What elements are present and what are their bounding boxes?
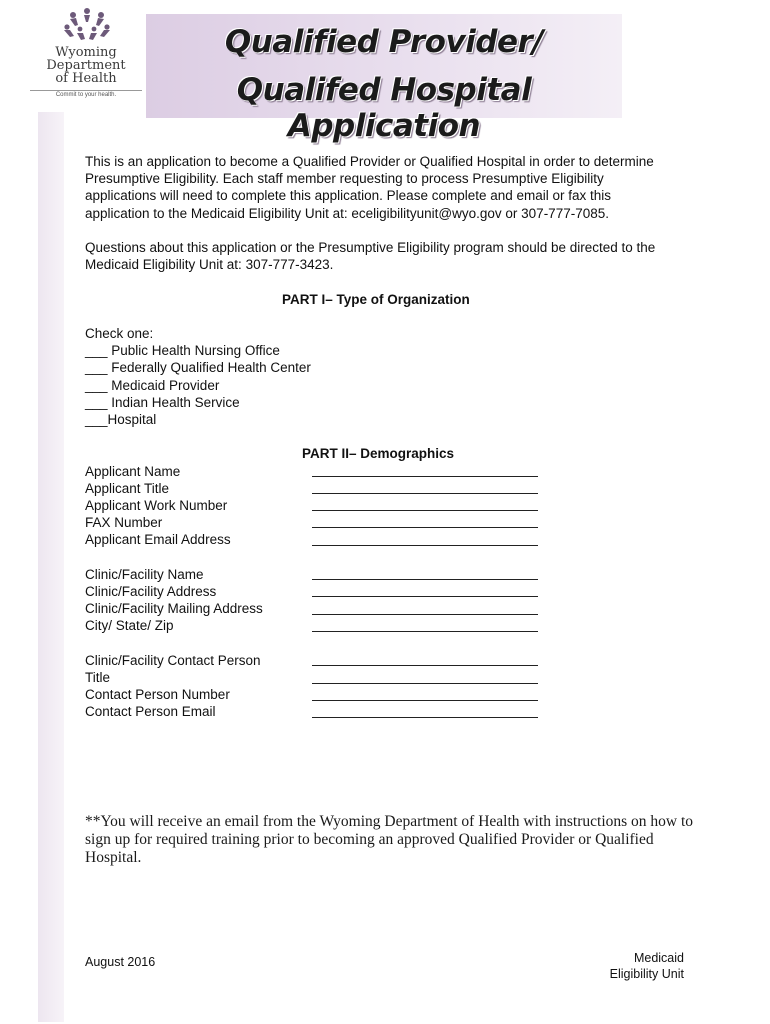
intro-line: This is an application to become a Qualified Provider or Qualified Hospital in order to determine xyxy=(85,154,654,169)
checklist-option[interactable]: ___Hospital xyxy=(85,412,157,428)
field-label: Applicant Name xyxy=(85,464,181,479)
fax-number-line[interactable] xyxy=(312,527,538,528)
title-line-2: Qualifed Hospital Application xyxy=(236,72,532,144)
applicant-title-line[interactable] xyxy=(312,493,538,494)
facility-name-line[interactable] xyxy=(312,579,538,580)
logo-text-line-2: Department xyxy=(46,58,126,73)
intro-line: Presumptive Eligibility. Each staff member requesting to process Presumptive Eligibility xyxy=(85,171,604,187)
field-label: Applicant Email Address xyxy=(85,532,231,547)
facility-mailing-address-line[interactable] xyxy=(312,614,538,615)
note-line: sign up for required training prior to becoming an approved Qualified Provider or Qualified xyxy=(85,831,654,848)
field-label: FAX Number xyxy=(85,515,163,530)
side-decoration-strip xyxy=(38,112,64,1022)
note-line: Hospital. xyxy=(85,849,142,866)
organization-type-checklist xyxy=(85,325,311,428)
questions-line: Medicaid Eligibility Unit at: 307-777-3423. xyxy=(85,257,334,273)
training-note xyxy=(85,813,705,867)
field-label: Applicant Work Number xyxy=(85,498,228,513)
check-one-label: Check one: xyxy=(85,326,154,341)
field-label: Clinic/Facility Contact Person xyxy=(85,653,261,668)
part2-heading: PART II– Demographics xyxy=(302,446,455,461)
footer-unit-line-2: Eligibility Unit xyxy=(609,967,684,981)
field-label: Clinic/Facility Mailing Address xyxy=(85,601,263,616)
facility-address-line[interactable] xyxy=(312,596,538,597)
field-label: City/ State/ Zip xyxy=(85,618,174,633)
applicant-name-line[interactable] xyxy=(312,476,538,477)
intro-paragraph xyxy=(85,153,685,222)
figures-circle-icon xyxy=(58,6,116,42)
contact-number-line[interactable] xyxy=(312,700,538,701)
logo-text-line-3: of Health xyxy=(55,71,117,86)
checklist-option[interactable]: ___ Public Health Nursing Office xyxy=(85,343,280,359)
contact-title-line[interactable] xyxy=(312,683,538,684)
questions-line: Questions about this application or the Presumptive Eligibility program should be directed to the xyxy=(85,240,656,255)
note-line: **You will receive an email from the Wyoming Department of Health with instructions on how to xyxy=(85,813,694,830)
applicant-email-line[interactable] xyxy=(312,545,538,546)
field-label: Applicant Title xyxy=(85,481,170,496)
footer-unit xyxy=(610,950,684,982)
field-label: Contact Person Number xyxy=(85,687,230,702)
field-label: Clinic/Facility Address xyxy=(85,584,217,599)
wyoming-dept-health-logo xyxy=(30,6,142,98)
field-label: Contact Person Email xyxy=(85,704,216,719)
title-line-1: Qualified Provider/ xyxy=(224,24,544,60)
checklist-option[interactable]: ___ Indian Health Service xyxy=(85,394,240,410)
contact-email-line[interactable] xyxy=(312,717,538,718)
logo-text-line-1: Wyoming xyxy=(55,45,117,60)
city-state-zip-line[interactable] xyxy=(312,631,538,632)
applicant-work-number-line[interactable] xyxy=(312,510,538,511)
field-label: Title xyxy=(85,670,111,685)
questions-paragraph xyxy=(85,239,685,273)
footer-unit-line-1: Medicaid xyxy=(633,951,684,965)
logo-tagline: Commit to your health. xyxy=(30,90,142,98)
title-banner xyxy=(146,14,622,144)
checklist-option[interactable]: ___ Federally Qualified Health Center xyxy=(85,360,311,376)
intro-line: applications will need to complete this application. Please complete and email or fax this xyxy=(85,188,612,204)
footer-date: August 2016 xyxy=(85,955,156,969)
part1-heading: PART I– Type of Organization xyxy=(282,292,470,307)
checklist-option[interactable]: ___ Medicaid Provider xyxy=(85,377,220,393)
intro-line: application to the Medicaid Eligibility Unit at: eceligibilityunit@wyo.gov or 307-777-7085. xyxy=(85,205,609,221)
field-label: Clinic/Facility Name xyxy=(85,567,204,582)
contact-person-line[interactable] xyxy=(312,665,538,666)
